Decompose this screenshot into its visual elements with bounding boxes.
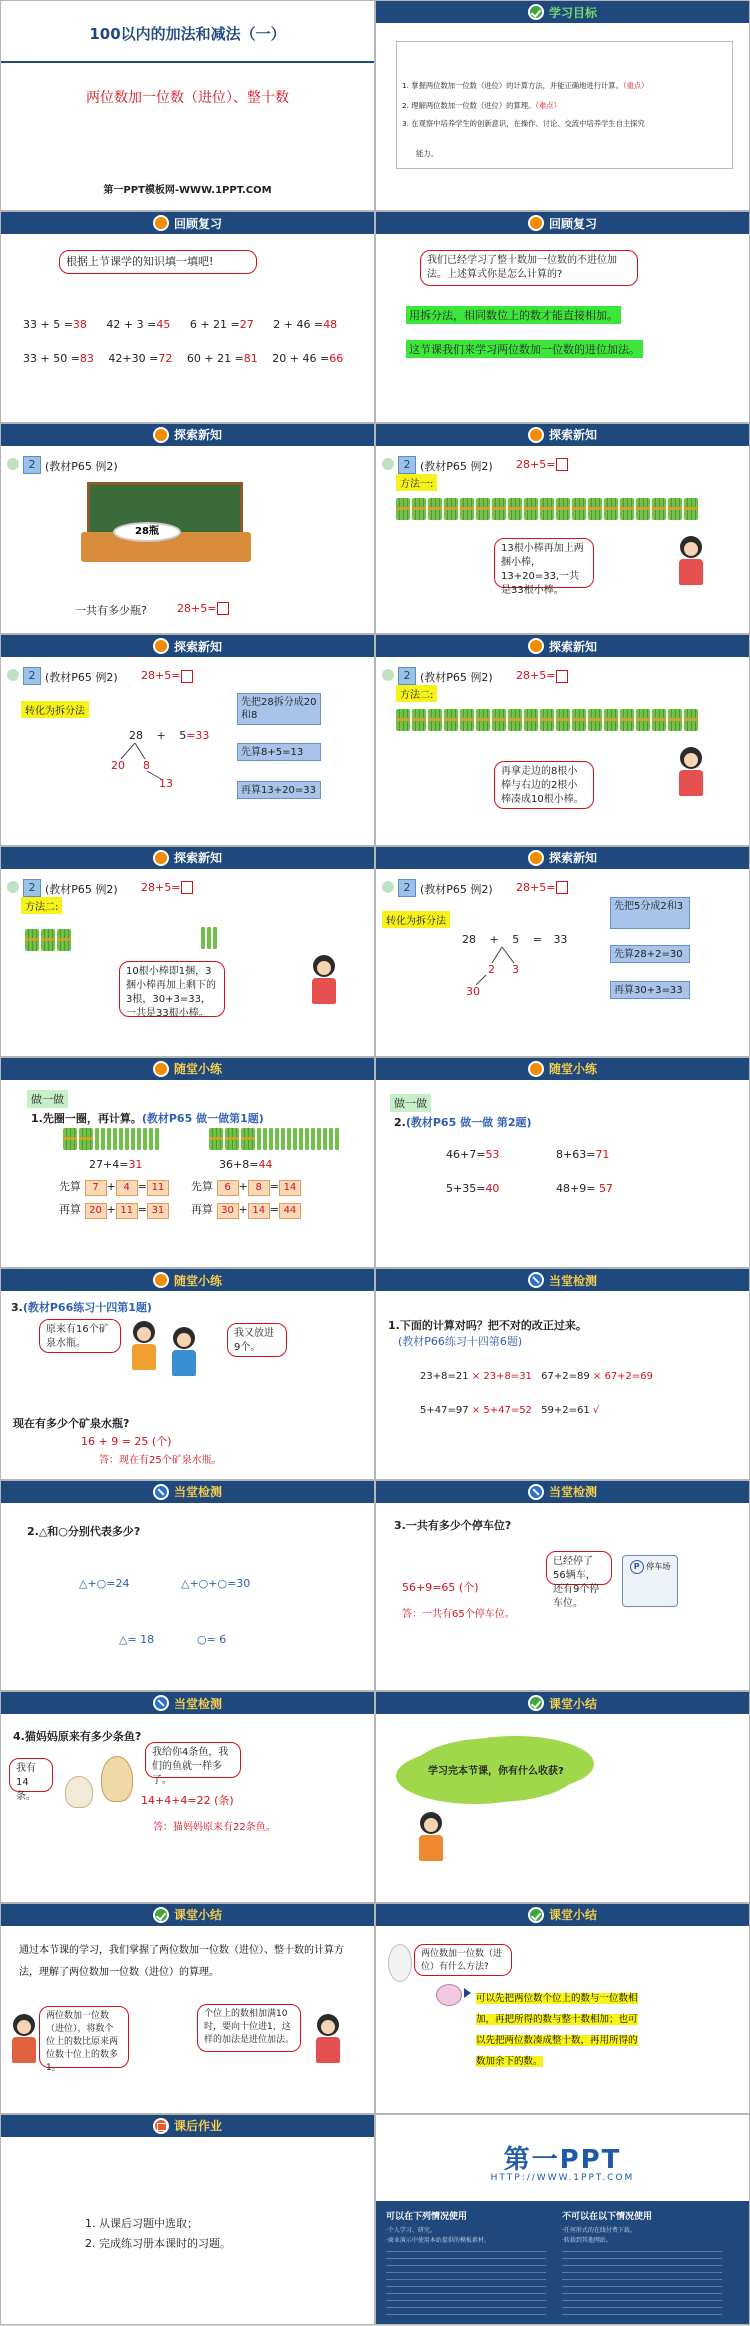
slide-review-2[interactable] xyxy=(375,211,750,422)
step-1: 先把28拆分成20和8 xyxy=(237,693,321,725)
equation: 28+5= xyxy=(141,669,193,683)
equation: 28+5= xyxy=(516,669,568,683)
slide-header: 当堂检测 xyxy=(376,1269,749,1291)
slide-header: 探索新知 xyxy=(1,424,374,446)
check-icon xyxy=(528,1484,544,1500)
textbook-ref: (教材P66练习十四第6题) xyxy=(398,1335,523,1349)
practice-tag: 做一做 xyxy=(27,1090,68,1108)
explain-bubble: 13根小棒再加上两捆小棒，13+20=33,一共是33根小棒。 xyxy=(494,538,594,588)
slide-explore-2[interactable] xyxy=(375,423,750,634)
slide-header: 探索新知 xyxy=(1,635,374,657)
step-2: 先算8+5=13 xyxy=(237,743,321,761)
method-label: 转化为拆分法 xyxy=(21,701,89,718)
textbook-ref: (教材P65 例2) xyxy=(45,671,118,685)
stick-bundles xyxy=(396,709,698,731)
method-label: 方法二: xyxy=(396,685,437,702)
brand-url[interactable]: HTTP://WWW.1PPT.COM xyxy=(490,2172,635,2183)
answer: 答：现在有25个矿泉水瓶。 xyxy=(99,1455,222,1467)
question-bubble: 我们已经学习了整十数加一位数的不进位加法。上述算式你是怎么计算的? xyxy=(420,250,638,286)
slide-header: 随堂小练 xyxy=(376,1058,749,1080)
slide-check-1[interactable] xyxy=(375,1268,750,1479)
equation: 14+4+4=22 (条) xyxy=(141,1794,234,1808)
highlight-2: 这节课我们来学习两位数加一位数的进位加法。 xyxy=(406,340,643,358)
pencil-icon xyxy=(382,669,394,681)
item-2: 8+63=71 xyxy=(556,1147,610,1161)
step-3: 再算13+20=33 xyxy=(237,781,321,799)
equation: 28+5= xyxy=(141,881,193,895)
slide-explore-3[interactable] xyxy=(0,634,375,845)
slide-header: 探索新知 xyxy=(376,424,749,446)
split-result: 30 xyxy=(466,984,480,998)
slide-check-3[interactable] xyxy=(375,1480,750,1691)
slide-check-4[interactable] xyxy=(0,1691,375,1902)
homework-2: 2. 完成练习册本课时的习题。 xyxy=(85,2236,231,2250)
explore-icon xyxy=(153,427,169,443)
left-equation: 27+4=31 xyxy=(89,1157,143,1171)
student-avatar xyxy=(676,536,706,586)
slide-summary-2[interactable] xyxy=(0,1903,375,2114)
answer-2: ○= 6 xyxy=(197,1632,227,1646)
example-number: 2 xyxy=(23,879,41,897)
slide-header: 学习目标 xyxy=(376,1,749,23)
textbook-ref: (教材P65 例2) xyxy=(420,882,493,896)
summary-icon xyxy=(153,1907,169,1923)
slide-explore-6[interactable] xyxy=(375,846,750,1057)
question: 2.(教材P65 做一做 第2题) xyxy=(394,1115,532,1129)
student-right xyxy=(169,1327,199,1377)
slide-check-2[interactable] xyxy=(0,1480,375,1691)
review-icon xyxy=(153,215,169,231)
teacher-avatar xyxy=(416,1812,446,1862)
right-first-step: 先算 6 + 8 = 14 xyxy=(191,1178,301,1196)
split-equation: 28 + 5 = 33 xyxy=(462,932,568,946)
slide-header: 回顾复习 xyxy=(376,212,749,234)
slide-explore-1[interactable] xyxy=(0,423,375,634)
split-equation: 28 + 5=33 xyxy=(129,729,210,743)
ask: 现在有多少个矿泉水瓶? xyxy=(13,1417,130,1431)
summary-text: 通过本节课的学习，我们掌握了两位数加一位数（进位）、整十数的计算方法，理解了两位数加一位数（进位）的算理。 xyxy=(19,1944,344,1978)
method-text: 可以先把两位数个位上的数与一位数相加，再把所得的数与整十数相加；也可以先把两位数凑成整十数，再用所得的数加余下的数。 xyxy=(476,1992,638,2067)
forbidden-heading: 不可以在以下情况使用 xyxy=(562,2211,653,2222)
left-first-step: 先算 7 + 4 = 11 xyxy=(59,1178,169,1196)
link-list-right xyxy=(562,2251,722,2319)
row2: 5+47=97 × 5+47=52 59+2=61 √ xyxy=(420,1405,600,1417)
split-tens: 20 xyxy=(111,759,125,773)
equation-1: △+○=24 xyxy=(79,1576,130,1590)
summary-icon xyxy=(528,1907,544,1923)
lesson-title: 100以内的加法和减法（一） xyxy=(89,25,286,43)
pencil-icon xyxy=(7,669,19,681)
textbook-ref: (教材P65 例2) xyxy=(45,459,118,473)
pencil-icon xyxy=(7,881,19,893)
rabbit-icon xyxy=(388,1944,412,1982)
link-list-left xyxy=(386,2251,546,2319)
brand-logo: 第一PPT xyxy=(503,2144,622,2175)
highlight-1: 用拆分法，相同数位上的数才能直接相加。 xyxy=(406,306,621,324)
equation: 16 + 9 = 25 (个) xyxy=(81,1435,172,1449)
allowed-heading: 可以在下列情况使用 xyxy=(386,2211,468,2222)
slide-header: 探索新知 xyxy=(376,635,749,657)
equation: 28+5= xyxy=(516,458,568,472)
pencil-icon xyxy=(382,458,394,470)
mother-bubble: 我给你4条鱼，我们的鱼就一样多了。 xyxy=(145,1742,241,1778)
pencil-icon xyxy=(382,881,394,893)
slide-title[interactable] xyxy=(0,0,375,211)
kitten-icon xyxy=(65,1776,93,1808)
explain-bubble: 再拿走边的8根小棒与右边的2根小棒凑成10根小棒。 xyxy=(494,761,594,809)
goal-1: 1. 掌握两位数加一位数（进位）的计算方法，并能正确地进行计算。（重点） xyxy=(402,81,649,90)
bottle-count: 28瓶 xyxy=(113,522,181,542)
slide-summary-1[interactable] xyxy=(375,1691,750,1902)
item-1: 46+7=53 xyxy=(446,1147,500,1161)
check-icon xyxy=(153,1695,169,1711)
arrow-icon xyxy=(464,1988,471,1998)
explore-icon xyxy=(528,427,544,443)
example-number: 2 xyxy=(398,456,416,474)
slide-header: 课堂小结 xyxy=(376,1692,749,1714)
slide-practice-1[interactable] xyxy=(0,1057,375,1268)
question: 2.△和○分别代表多少? xyxy=(27,1524,141,1538)
bubble-left: 原来有16个矿泉水瓶。 xyxy=(39,1319,121,1353)
example-number: 2 xyxy=(398,667,416,685)
slide-homework[interactable] xyxy=(0,2114,375,2325)
slide-review-1[interactable] xyxy=(0,211,375,422)
answer: 答：猫妈妈原来有22条鱼。 xyxy=(153,1822,276,1834)
practice-icon xyxy=(153,1061,169,1077)
student-left xyxy=(9,2014,39,2064)
goal-3: 3. 在观察中培养学生的创新意识，在操作、讨论、交流中培养学生自主探究 xyxy=(402,119,645,128)
allowed-1: ·个人学习、研究。 xyxy=(386,2226,436,2234)
summary-icon xyxy=(528,1695,544,1711)
slide-header: 当堂检测 xyxy=(376,1481,749,1503)
right-equation: 36+8=44 xyxy=(219,1157,273,1171)
slide-header: 回顾复习 xyxy=(1,212,374,234)
row1: 33 + 5 =38 42 + 3 =45 6 + 21 =27 2 + 46 =48 xyxy=(23,318,338,332)
row2: 33 + 50 =83 42+30 =72 60 + 21 =81 20 + 46 =66 xyxy=(23,352,344,366)
split-lines xyxy=(466,945,546,987)
lesson-subtitle: 两位数加一位数（进位）、整十数 xyxy=(86,90,289,106)
slide-header: 探索新知 xyxy=(1,847,374,869)
check-icon xyxy=(153,1484,169,1500)
right-sticks xyxy=(209,1128,339,1150)
slide-brand[interactable] xyxy=(375,2114,750,2325)
method-label: 方法二: xyxy=(21,897,62,914)
slide-header: 随堂小练 xyxy=(1,1058,374,1080)
textbook-ref: (教材P65 例2) xyxy=(420,671,493,685)
explore-icon xyxy=(153,638,169,654)
question: 3.(教材P66练习十四第1题) xyxy=(11,1301,152,1315)
student-right xyxy=(313,2014,343,2064)
slide-practice-3[interactable] xyxy=(0,1268,375,1479)
item-3: 5+35=40 xyxy=(446,1181,500,1195)
prompt-bubble: 根据上节课学的知识填一填吧! xyxy=(59,250,257,274)
stick-bundles xyxy=(25,929,71,951)
loose-sticks xyxy=(201,927,217,949)
row1: 23+8=21 × 23+8=31 67+2=89 × 67+2=69 xyxy=(420,1371,654,1383)
explore-icon xyxy=(528,850,544,866)
answer: 答：一共有65个停车位。 xyxy=(402,1608,515,1620)
slide-header: 探索新知 xyxy=(376,847,749,869)
split-ones: 8 xyxy=(143,759,150,773)
slide-header: 课后作业 xyxy=(1,2115,374,2137)
method-label: 方法一: xyxy=(396,474,437,491)
explain-bubble: 10根小棒即1捆，3捆小棒再加上剩下的3根，30+3=33，一共是33根小棒。 xyxy=(119,961,225,1017)
cloud-text: 学习完本节课，你有什么收获? xyxy=(428,1766,564,1778)
equation: 56+9=65 (个) xyxy=(402,1580,479,1594)
left-then-step: 再算 20 + 11 = 31 xyxy=(59,1201,169,1219)
student-avatar xyxy=(676,747,706,797)
equation: 28+5= xyxy=(516,881,568,895)
step-2: 先算28+2=30 xyxy=(610,945,690,963)
explore-icon xyxy=(153,850,169,866)
example-number: 2 xyxy=(23,667,41,685)
example-number: 2 xyxy=(398,879,416,897)
slide-practice-2[interactable] xyxy=(375,1057,750,1268)
answer-1: △= 18 xyxy=(119,1632,155,1646)
slide-header: 随堂小练 xyxy=(1,1269,374,1291)
snail-icon xyxy=(436,1984,462,2006)
bubble-left: 两位数加一位数（进位），将数个位上的数比原来两位数十位上的数多1。 xyxy=(39,2006,129,2068)
question: 4.猫妈妈原来有多少条鱼? xyxy=(13,1730,142,1744)
kitten-bubble: 我有14条。 xyxy=(9,1758,53,1792)
practice-icon xyxy=(153,1272,169,1288)
equation: 28+5= xyxy=(177,602,229,616)
practice-icon xyxy=(528,1061,544,1077)
step-1: 先把5分成2和3 xyxy=(610,897,690,929)
slide-header: 当堂检测 xyxy=(1,1481,374,1503)
question-bubble: 两位数加一位数（进位）有什么方法? xyxy=(414,1944,512,1976)
practice-tag: 做一做 xyxy=(390,1094,431,1112)
forbidden-1: ·任何形式的在线付费下载。 xyxy=(562,2226,636,2234)
left-sticks xyxy=(63,1128,159,1150)
example-number: 2 xyxy=(23,456,41,474)
slide-explore-4[interactable] xyxy=(375,634,750,845)
slide-header: 当堂检测 xyxy=(1,1692,374,1714)
explore-icon xyxy=(528,638,544,654)
slide-header: 课堂小结 xyxy=(376,1904,749,1926)
student-left xyxy=(129,1321,159,1371)
goal-3-cont: 能力。 xyxy=(416,149,438,158)
forbidden-2: ·转载到其他网站。 xyxy=(562,2236,612,2244)
slide-learning-goals[interactable] xyxy=(375,0,750,211)
bubble-right: 个位上的数相加满10时，要向十位进1，这样的加法是进位加法。 xyxy=(197,2004,301,2052)
student-avatar xyxy=(309,955,339,1005)
split-first: 2 xyxy=(488,962,495,976)
site-credit: 第一PPT模板网-WWW.1PPT.COM xyxy=(103,185,272,196)
question: 1.先圈一圈，再计算。(教材P65 做一做第1题) xyxy=(31,1111,264,1125)
slide-summary-3[interactable] xyxy=(375,1903,750,2114)
step-3: 再算30+3=33 xyxy=(610,981,690,999)
textbook-ref: (教材P65 例2) xyxy=(45,882,118,896)
parking-bubble: 已经停了56辆车，还有9个停车位。 xyxy=(546,1551,612,1585)
stick-bundles xyxy=(396,498,698,520)
parking-sign: P 停车场 xyxy=(622,1555,678,1607)
check-icon xyxy=(528,1272,544,1288)
allowed-2: ·商业演示中使用本站提供的模板素材。 xyxy=(386,2236,490,2244)
review-icon xyxy=(528,215,544,231)
question: 3.一共有多少个停车位? xyxy=(394,1518,512,1532)
pencil-icon xyxy=(7,458,19,470)
slide-explore-5[interactable] xyxy=(0,846,375,1057)
equation-2: △+○+○=30 xyxy=(181,1576,251,1590)
slide-header: 课堂小结 xyxy=(1,1904,374,1926)
question: 一共有多少瓶? xyxy=(75,603,147,617)
item-4: 48+9= 57 xyxy=(556,1181,613,1195)
homework-icon xyxy=(153,2118,169,2134)
right-then-step: 再算 30 + 14 = 44 xyxy=(191,1201,301,1219)
cat-mother-icon xyxy=(101,1756,133,1802)
homework-1: 1. 从课后习题中选取； xyxy=(85,2216,198,2230)
question: 1.下面的计算对吗？把不对的改正过来。 xyxy=(388,1319,587,1333)
method-label: 转化为拆分法 xyxy=(382,911,450,928)
split-result: 13 xyxy=(159,777,173,791)
split-second: 3 xyxy=(512,962,519,976)
bubble-right: 我又放进9个。 xyxy=(227,1323,287,1357)
textbook-ref: (教材P65 例2) xyxy=(420,459,493,473)
goal-icon xyxy=(528,4,544,20)
goal-2: 2. 理解两位数加一位数（进位）的算理。（难点） xyxy=(402,101,561,110)
